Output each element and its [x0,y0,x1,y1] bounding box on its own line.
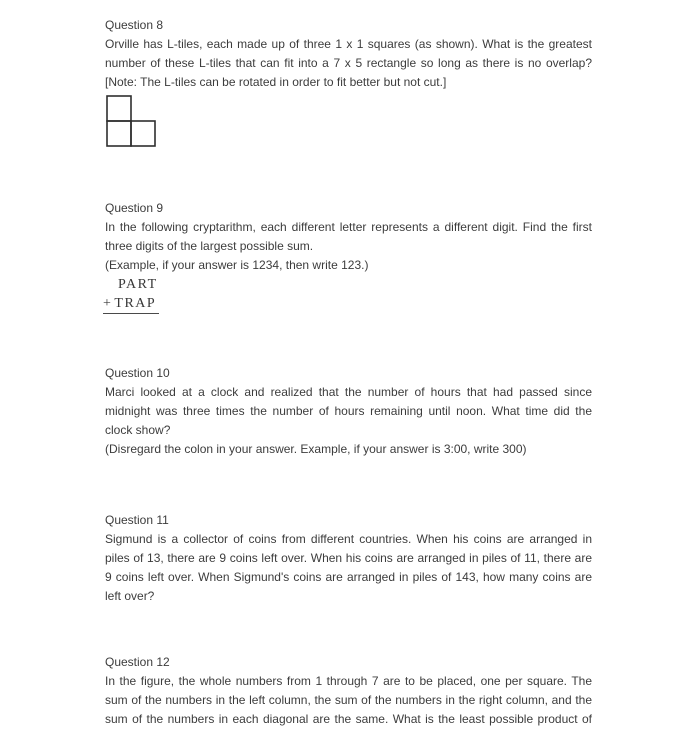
question-line: Sigmund is a collector of coins from different countries. When his coins are arranged in [105,532,592,546]
question-line: number of these L-tiles that can fit into a 7 x 5 rectangle so long as there is no overlap? [105,56,592,70]
cryptarithm [103,275,592,314]
plus-operator: + [103,296,113,311]
question-line: Orville has L-tiles, each made up of three 1 x 1 squares (as shown). What is the greatest [105,37,592,51]
question-line: (Example, if your answer is 1234, then write 123.) [105,258,369,272]
cryptarithm-addend-2: TRAP [114,296,157,311]
question-line: clock show? [105,423,171,437]
question-line: sum of the numbers in the left column, the sum of the numbers in the right column, and the [105,693,592,707]
question-line: three digits of the largest possible sum. [105,239,314,253]
question-12-block [105,653,592,729]
cryptarithm-addend-1: PART [118,277,158,292]
question-line: [Note: The L-tiles can be rotated in order to fit better but not cut.] [105,75,447,89]
question-8-block [105,16,592,147]
question-line: In the following cryptarithm, each different letter represents a different digit. Find the first [105,220,592,234]
question-heading: Question 8 [105,18,164,32]
question-9-block [105,199,592,314]
question-11-block [105,511,592,606]
l-tile-figure [106,95,592,147]
question-heading: Question 11 [105,513,169,527]
question-line: In the figure, the whole numbers from 1 through 7 are to be placed, one per square. The [105,674,592,688]
question-heading: Question 12 [105,655,170,669]
question-heading: Question 10 [105,366,170,380]
question-line: piles of 13, there are 9 coins left over. When his coins are arranged in piles of 11, there are [105,551,592,565]
question-10-block [105,364,592,459]
question-line: 9 coins left over. When Sigmund's coins are arranged in piles of 143, how many coins are [105,570,592,584]
question-line: left over? [105,589,155,603]
question-line: Marci looked at a clock and realized that the number of hours that had passed since [105,385,592,399]
cryptarithm-sum-row [103,294,159,314]
question-heading: Question 9 [105,201,164,215]
question-line: midnight was three times the number of hours remaining until noon. What time did the [105,404,592,418]
question-line: sum of the numbers in each diagonal are the same. What is the least possible product of [105,712,592,726]
question-line: (Disregard the colon in your answer. Example, if your answer is 3:00, write 300) [105,442,527,456]
l-tile-icon [106,95,156,147]
